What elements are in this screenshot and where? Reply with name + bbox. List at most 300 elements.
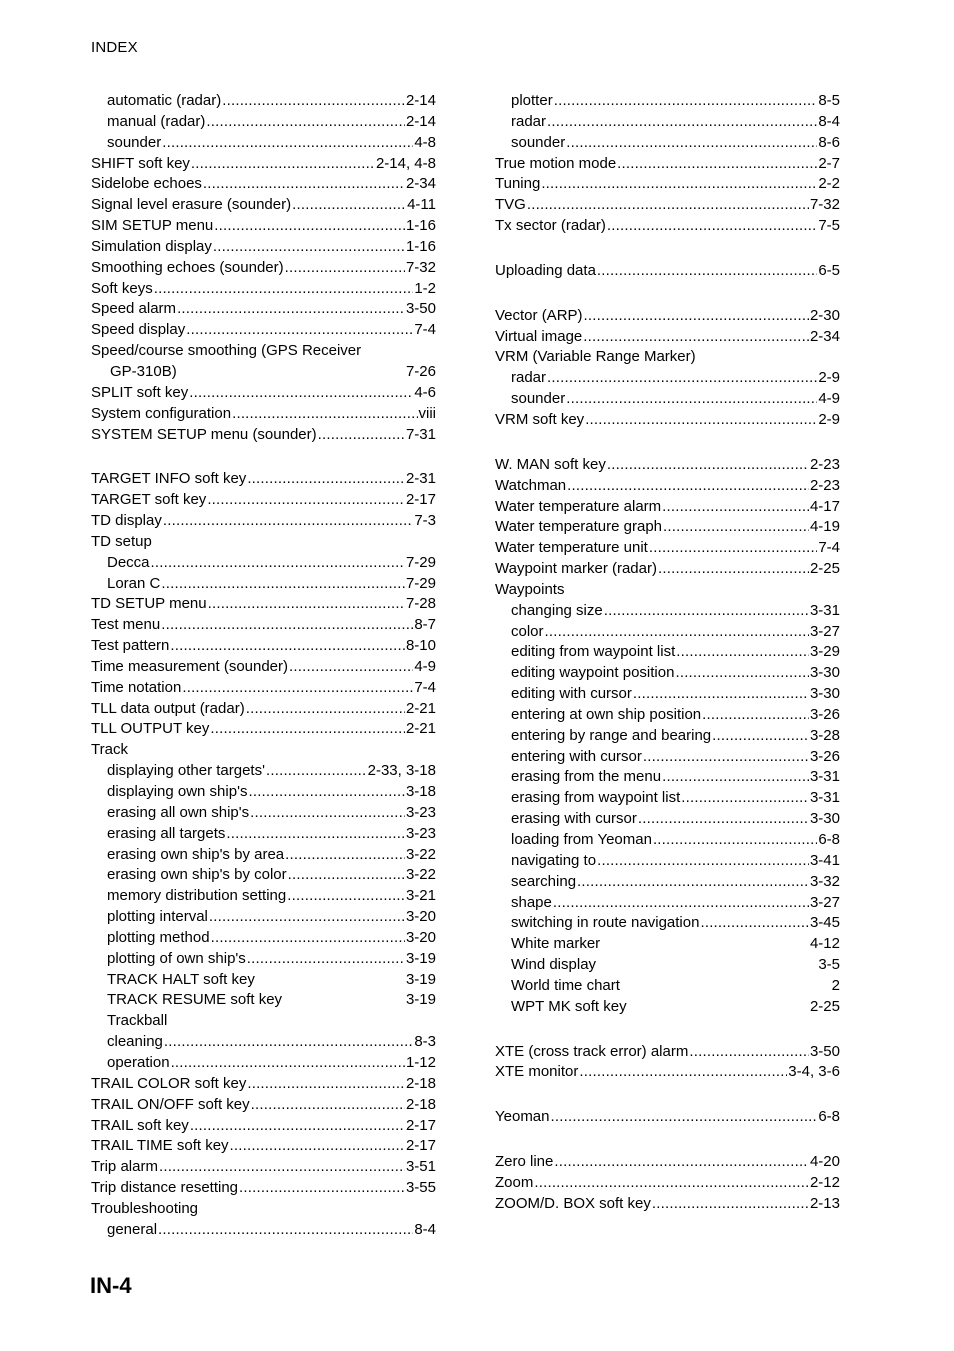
dot-leader <box>266 761 367 782</box>
page-reference: 3-23 <box>405 824 436 842</box>
index-entry <box>495 830 840 851</box>
index-term: entering by range and bearing <box>511 726 712 744</box>
page-reference: 7-4 <box>414 678 436 696</box>
index-term: Vector (ARP) <box>495 306 583 324</box>
index-entry <box>495 622 840 643</box>
index-term: color <box>511 622 544 640</box>
index-term: Test menu <box>91 616 161 634</box>
page-reference: 4-8 <box>414 133 436 151</box>
dot-leader <box>702 705 809 726</box>
index-entry <box>91 195 436 216</box>
dot-leader <box>171 1053 405 1074</box>
index-entry <box>91 657 436 678</box>
index-term: TD display <box>91 512 162 530</box>
dot-leader <box>604 601 809 622</box>
index-term: Track <box>91 741 128 759</box>
index-term: White marker <box>511 935 601 953</box>
index-term: TRAIL soft key <box>91 1116 189 1134</box>
index-entry <box>495 788 840 809</box>
dot-leader <box>681 788 809 809</box>
index-column-left <box>91 91 436 1241</box>
index-term: Uploading data <box>495 261 596 279</box>
index-heading <box>91 1199 436 1220</box>
dot-leader <box>247 949 405 970</box>
index-term: TD SETUP menu <box>91 595 207 613</box>
dot-leader <box>551 1107 818 1128</box>
index-term: Wind display <box>511 956 597 974</box>
index-heading <box>91 341 436 362</box>
page-reference: 3-22 <box>405 866 436 884</box>
index-heading <box>91 532 436 553</box>
index-entry <box>91 1157 436 1178</box>
dot-leader <box>292 195 406 216</box>
index-entry <box>91 320 436 341</box>
page-reference: 3-31 <box>809 601 840 619</box>
index-entry <box>495 872 840 893</box>
dot-leader <box>583 327 809 348</box>
index-term: shape <box>511 893 552 911</box>
dot-leader <box>158 1220 413 1241</box>
dot-leader <box>653 830 817 851</box>
index-entry <box>91 1032 436 1053</box>
section-gap <box>495 282 840 306</box>
index-entry <box>495 851 840 872</box>
index-term: editing waypoint position <box>511 664 675 682</box>
page-reference: 3-30 <box>809 685 840 703</box>
index-term: TVG <box>495 196 526 214</box>
index-term: erasing all targets <box>107 824 226 842</box>
page-reference: 2-25 <box>809 560 840 578</box>
dot-leader <box>170 636 405 657</box>
index-entry <box>91 1178 436 1199</box>
dot-leader <box>247 1074 405 1095</box>
dot-leader <box>566 133 817 154</box>
dot-leader <box>151 553 405 574</box>
index-term: SIM SETUP menu <box>91 217 214 235</box>
page-reference: 3-5 <box>818 956 840 974</box>
index-term: erasing from the menu <box>511 768 662 786</box>
page-reference: 4-19 <box>809 518 840 536</box>
page-reference: 4-9 <box>414 657 436 675</box>
index-heading <box>91 740 436 761</box>
dot-leader <box>239 1178 405 1199</box>
page-reference: 4-6 <box>414 383 436 401</box>
page-reference: 4-12 <box>809 935 840 953</box>
page-reference: 3-29 <box>809 643 840 661</box>
index-entry <box>91 425 436 446</box>
index-term: TLL data output (radar) <box>91 699 245 717</box>
index-term: erasing own ship's by color <box>107 866 287 884</box>
page-reference: 3-27 <box>809 893 840 911</box>
index-entry <box>91 383 436 404</box>
dot-leader <box>607 455 809 476</box>
page-reference: 3-20 <box>405 908 436 926</box>
index-entry <box>91 469 436 490</box>
index-entry <box>495 476 840 497</box>
index-term: erasing with cursor <box>511 810 637 828</box>
page-reference: 3-21 <box>405 887 436 905</box>
page-reference: 6-8 <box>818 1108 840 1126</box>
index-term: Tuning <box>495 175 541 193</box>
index-entry <box>495 327 840 348</box>
index-term: Trackball <box>107 1012 168 1030</box>
index-entry <box>495 663 840 684</box>
index-entry <box>495 133 840 154</box>
page-reference: 7-5 <box>818 217 840 235</box>
dot-leader <box>553 893 809 914</box>
index-entry <box>91 174 436 195</box>
dot-leader <box>658 559 809 580</box>
page-reference: 2-14 <box>405 92 436 109</box>
index-entry <box>495 705 840 726</box>
dot-leader <box>250 803 405 824</box>
page-reference: 3-19 <box>405 949 436 967</box>
dot-leader <box>584 306 809 327</box>
index-term: WPT MK soft key <box>511 997 627 1015</box>
dot-leader <box>222 91 405 112</box>
index-term: Decca <box>107 553 150 571</box>
index-term: general <box>107 1220 158 1238</box>
index-term: Time notation <box>91 678 182 696</box>
index-entry <box>495 747 840 768</box>
dot-leader <box>230 1136 405 1157</box>
page-reference: 2-12 <box>809 1173 840 1191</box>
index-entry <box>495 767 840 788</box>
index-entry <box>495 154 840 175</box>
dot-leader <box>652 1194 809 1215</box>
page-reference: 3-50 <box>809 1042 840 1060</box>
index-term: ZOOM/D. BOX soft key <box>495 1194 651 1212</box>
dot-leader <box>232 404 417 425</box>
index-term: Water temperature unit <box>495 539 648 557</box>
index-term: TRAIL ON/OFF soft key <box>91 1095 250 1113</box>
index-term: plotter <box>511 92 553 109</box>
index-entry <box>91 678 436 699</box>
dot-leader <box>566 389 817 410</box>
index-entry <box>495 1042 840 1063</box>
index-term: VRM soft key <box>495 410 585 428</box>
dot-leader <box>206 112 405 133</box>
index-entry <box>91 824 436 845</box>
page-reference: 8-7 <box>414 616 436 634</box>
index-term: changing size <box>511 601 603 619</box>
dot-leader <box>712 726 809 747</box>
dot-leader <box>177 299 405 320</box>
index-term: W. MAN soft key <box>495 455 606 473</box>
index-entry <box>91 594 436 615</box>
index-term: automatic (radar) <box>107 92 222 109</box>
dot-leader <box>547 368 817 389</box>
index-term: TRACK RESUME soft key <box>107 991 283 1009</box>
page-reference: 3-26 <box>809 705 840 723</box>
index-entry <box>91 216 436 237</box>
page-reference: 2-30 <box>809 306 840 324</box>
page-reference: 7-3 <box>414 512 436 530</box>
page-reference: 2-23 <box>809 476 840 494</box>
index-term: erasing from waypoint list <box>511 789 681 807</box>
index-entry <box>91 970 436 991</box>
page-reference: 3-41 <box>809 851 840 869</box>
dot-leader <box>527 195 809 216</box>
index-entry <box>91 490 436 511</box>
index-entry <box>495 497 840 518</box>
dot-leader <box>675 663 809 684</box>
page-reference: 2-9 <box>818 410 840 428</box>
index-entry <box>495 601 840 622</box>
index-term: erasing own ship's by area <box>107 845 285 863</box>
dot-leader <box>247 469 405 490</box>
index-entry <box>91 91 436 112</box>
page-reference: 4-17 <box>809 497 840 515</box>
page-reference: 2-31 <box>405 470 436 488</box>
index-term: Zoom <box>495 1173 534 1191</box>
index-entry <box>91 865 436 886</box>
dot-leader <box>585 410 817 431</box>
index-term: sounder <box>511 390 566 408</box>
dot-leader <box>251 1095 405 1116</box>
index-entry <box>495 726 840 747</box>
page-reference: 3-27 <box>809 622 840 640</box>
dot-leader <box>285 845 405 866</box>
page-reference: 4-9 <box>818 390 840 408</box>
page-reference: 2-17 <box>405 1116 436 1134</box>
page-reference: 3-23 <box>405 803 436 821</box>
page-reference: 3-4, 3-6 <box>788 1063 840 1081</box>
index-entry <box>91 279 436 300</box>
index-entry <box>495 389 840 410</box>
dot-leader <box>662 767 809 788</box>
index-term: Soft keys <box>91 279 153 297</box>
index-entry <box>91 845 436 866</box>
index-term: Speed/course smoothing (GPS Receiver <box>91 342 362 360</box>
index-entry <box>495 538 840 559</box>
index-term: Virtual image <box>495 327 583 345</box>
index-entry <box>495 410 840 431</box>
index-entry <box>495 913 840 934</box>
index-term: TRAIL TIME soft key <box>91 1137 229 1155</box>
index-term: radar <box>511 369 547 387</box>
index-heading <box>91 1011 436 1032</box>
index-term: Water temperature graph <box>495 518 663 536</box>
page-reference: 4-20 <box>809 1153 840 1171</box>
index-term: Zero line <box>495 1153 554 1171</box>
index-entry <box>91 1136 436 1157</box>
index-term: memory distribution setting <box>107 887 287 905</box>
dot-leader <box>159 1157 405 1178</box>
section-gap <box>91 445 436 469</box>
index-term: switching in route navigation <box>511 914 700 932</box>
page-reference: 2-33, 3-18 <box>367 762 436 780</box>
index-term: TRACK HALT soft key <box>107 970 255 988</box>
dot-leader <box>545 622 809 643</box>
page-reference: 3-31 <box>809 768 840 786</box>
dot-leader <box>189 383 413 404</box>
page-reference: 7-32 <box>809 196 840 214</box>
dot-leader <box>190 1116 405 1137</box>
index-entry <box>495 517 840 538</box>
index-entry <box>495 955 840 976</box>
index-term: Signal level erasure (sounder) <box>91 196 292 214</box>
index-term: VRM (Variable Range Marker) <box>495 348 696 366</box>
page-reference: 1-2 <box>414 279 436 297</box>
index-term: editing from waypoint list <box>511 643 676 661</box>
index-term: plotting of own ship's <box>107 949 246 967</box>
page-number: IN-4 <box>90 1273 132 1298</box>
index-term: entering at own ship position <box>511 705 702 723</box>
dot-leader <box>676 642 809 663</box>
dot-leader <box>191 154 375 175</box>
index-entry <box>91 699 436 720</box>
dot-leader <box>617 154 817 175</box>
page-reference: 3-28 <box>809 726 840 744</box>
section-gap <box>495 1128 840 1152</box>
page-reference: 3-22 <box>405 845 436 863</box>
index-term: Waypoints <box>495 580 565 598</box>
index-entry <box>495 368 840 389</box>
page-reference: 2-13 <box>809 1194 840 1212</box>
page-reference: 2-2 <box>818 175 840 193</box>
index-term: cleaning <box>107 1033 163 1051</box>
page-reference: 1-12 <box>405 1053 436 1071</box>
index-entry <box>91 907 436 928</box>
index-column-right <box>495 91 840 1215</box>
index-term: Simulation display <box>91 237 212 255</box>
dot-leader <box>161 574 405 595</box>
section-gap <box>495 1083 840 1107</box>
index-entry <box>91 133 436 154</box>
dot-leader <box>213 237 405 258</box>
index-term: TD setup <box>91 532 152 550</box>
dot-leader <box>209 907 405 928</box>
dot-leader <box>633 684 809 705</box>
dot-leader <box>597 261 817 282</box>
index-term: Loran C <box>107 574 161 592</box>
page-reference: 7-4 <box>414 321 436 339</box>
page-reference: 6-8 <box>818 831 840 848</box>
index-entry <box>495 642 840 663</box>
index-entry <box>495 976 840 997</box>
index-term: radar <box>511 112 547 130</box>
index-term: manual (radar) <box>107 112 206 130</box>
index-heading <box>495 347 840 368</box>
dot-leader <box>182 678 413 699</box>
dot-leader <box>186 320 413 341</box>
index-entry <box>495 306 840 327</box>
index-entry <box>495 559 840 580</box>
index-term: World time chart <box>511 976 620 994</box>
index-term: Speed display <box>91 321 186 339</box>
index-term: TRAIL COLOR soft key <box>91 1074 247 1092</box>
page-reference: 2-21 <box>405 720 436 738</box>
page-reference: 3-31 <box>809 789 840 807</box>
page-reference: 2-34 <box>809 327 840 345</box>
page-reference: 3-51 <box>405 1158 436 1176</box>
index-term: SYSTEM SETUP menu (sounder) <box>91 425 317 443</box>
index-term: Tx sector (radar) <box>495 217 606 235</box>
dot-leader <box>162 133 413 154</box>
page-reference: 8-10 <box>405 637 436 655</box>
index-entry <box>91 362 436 383</box>
dot-leader <box>547 112 817 133</box>
section-gap <box>495 237 840 261</box>
index-term: operation <box>107 1053 170 1071</box>
page-reference: 1-16 <box>405 237 436 255</box>
page-reference: 3-45 <box>809 914 840 932</box>
page-reference: 6-5 <box>818 261 840 279</box>
index-entry <box>495 1152 840 1173</box>
index-entry <box>91 553 436 574</box>
index-entry <box>495 1107 840 1128</box>
page-reference: 4-11 <box>407 196 436 214</box>
index-entry <box>91 112 436 133</box>
dot-leader <box>287 886 405 907</box>
index-term: Waypoint marker (radar) <box>495 560 657 578</box>
index-entry <box>91 615 436 636</box>
dot-leader <box>567 476 809 497</box>
page-reference: 2-17 <box>405 491 436 509</box>
index-entry <box>91 886 436 907</box>
page-reference: 7-4 <box>818 539 840 557</box>
index-term: plotting method <box>107 928 210 946</box>
index-entry <box>91 719 436 740</box>
dot-leader <box>649 538 817 559</box>
index-term: Troubleshooting <box>91 1199 199 1217</box>
page-reference: 2-17 <box>405 1137 436 1155</box>
page-reference: viii <box>418 404 436 422</box>
dot-leader <box>318 425 405 446</box>
index-entry <box>495 934 840 955</box>
index-entry <box>495 997 840 1018</box>
page-reference: 8-6 <box>818 133 840 151</box>
dot-leader <box>246 699 405 720</box>
index-entry <box>91 1095 436 1116</box>
index-entry <box>91 404 436 425</box>
index-entry <box>91 1074 436 1095</box>
index-term: navigating to <box>511 851 597 869</box>
page-reference: 2-14, 4-8 <box>375 154 436 172</box>
dot-leader <box>577 872 809 893</box>
index-term: XTE (cross track error) alarm <box>495 1042 689 1060</box>
index-term: XTE monitor <box>495 1063 579 1081</box>
page-reference: 8-4 <box>414 1220 436 1238</box>
index-entry <box>91 574 436 595</box>
page-reference: 8-5 <box>818 92 840 109</box>
dot-leader <box>203 174 405 195</box>
index-entry <box>495 893 840 914</box>
index-term: editing with cursor <box>511 685 632 703</box>
page-reference: 2-9 <box>818 369 840 387</box>
index-entry <box>495 1062 840 1083</box>
page-reference: 7-31 <box>405 425 436 443</box>
dot-leader <box>288 865 405 886</box>
index-term: sounder <box>511 133 566 151</box>
dot-leader <box>248 782 405 803</box>
index-term: displaying other targets' <box>107 762 265 780</box>
page-reference: 3-30 <box>809 664 840 682</box>
index-entry <box>91 154 436 175</box>
index-entry <box>495 455 840 476</box>
page-reference: 7-32 <box>405 258 436 276</box>
index-term: TARGET INFO soft key <box>91 470 247 488</box>
page-reference: 7-29 <box>405 553 436 571</box>
index-term: Trip alarm <box>91 1158 158 1176</box>
page-reference: 3-26 <box>809 747 840 765</box>
index-entry <box>91 761 436 782</box>
page-header-title: INDEX <box>91 39 138 56</box>
index-term: TLL OUTPUT key <box>91 720 210 738</box>
dot-leader <box>607 216 817 237</box>
index-entry <box>91 1116 436 1137</box>
